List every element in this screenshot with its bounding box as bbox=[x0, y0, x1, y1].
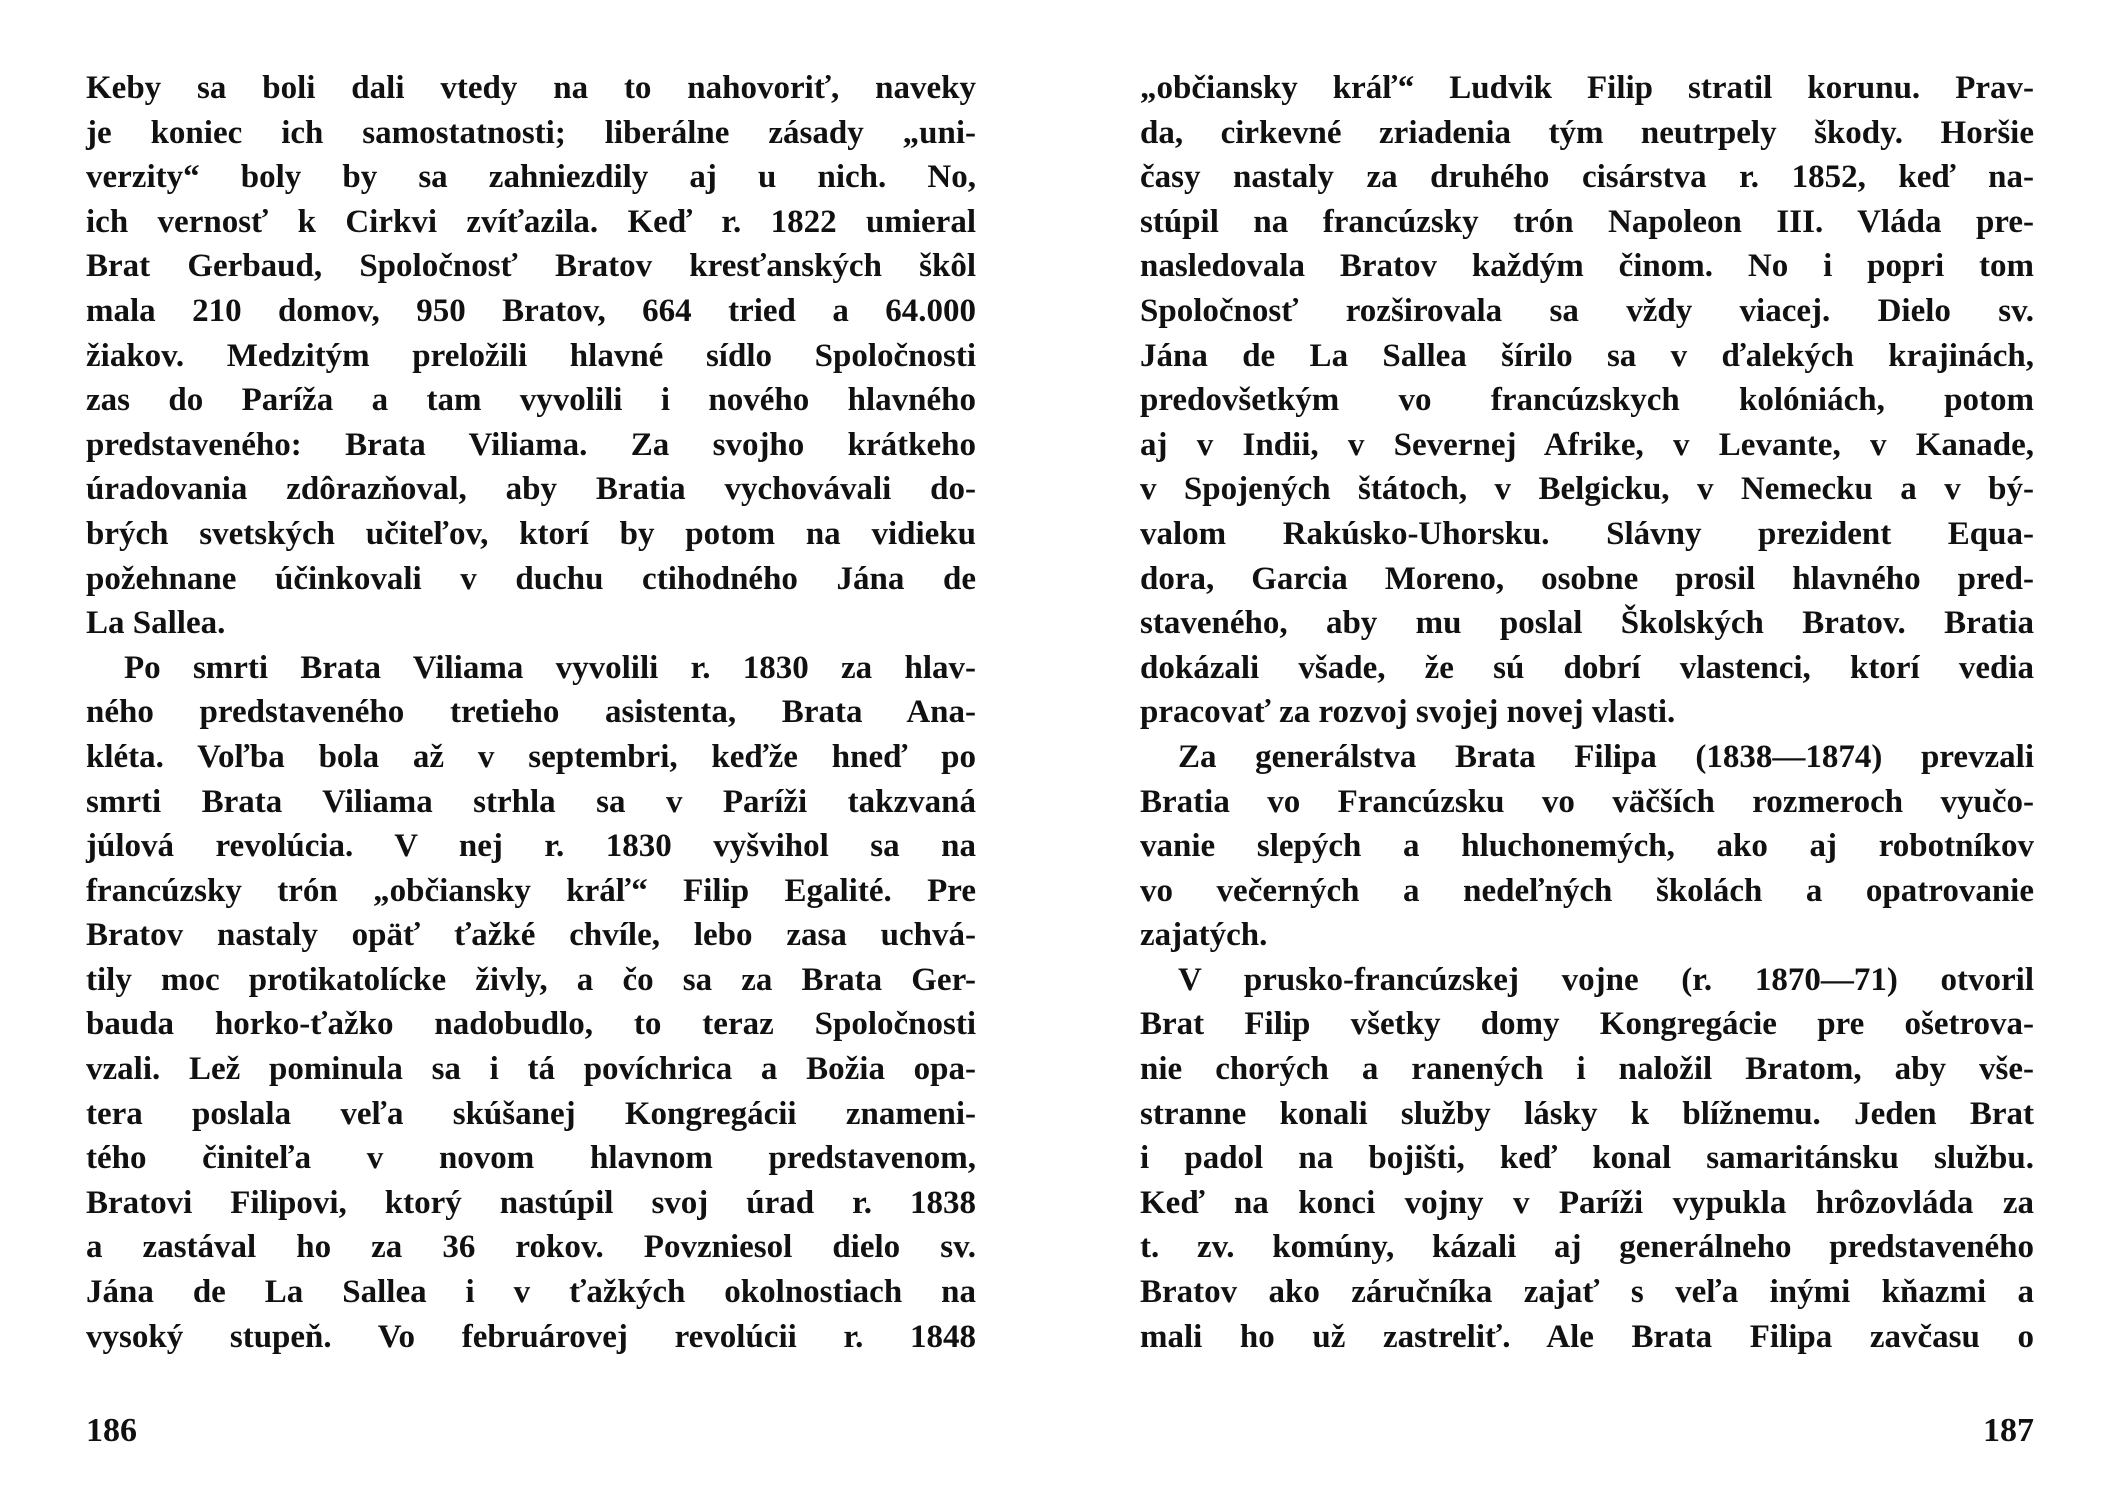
paragraph bbox=[1140, 66, 2034, 735]
text-line: bauda horko-ťažko nadobudlo, to teraz Spoločnosti bbox=[86, 1006, 976, 1043]
page-number-left: 186 bbox=[86, 1412, 137, 1449]
text-line: Jána de La Sallea šírilo sa v ďalekých krajinách, bbox=[1140, 337, 2034, 374]
text-line: Bratovi Filipovi, ktorý nastúpil svoj úrad r. 1838 bbox=[86, 1184, 976, 1221]
text-line: požehnane účinkovali v duchu ctihodného Jána de bbox=[86, 560, 976, 597]
text-line: predovšetkým vo francúzskych kolóniách, potom bbox=[1140, 382, 2034, 419]
left-page-text bbox=[86, 66, 976, 1359]
text-line: verzity“ boly by sa zahniezdily aj u nich. No, bbox=[86, 159, 976, 196]
text-line: a zastával ho za 36 rokov. Povzniesol dielo sv. bbox=[86, 1229, 976, 1266]
text-line: mala 210 domov, 950 Bratov, 664 tried a 64.000 bbox=[86, 292, 976, 329]
text-line: ich vernosť k Cirkvi zvíťazila. Keď r. 1822 umieral bbox=[86, 203, 976, 240]
text-line: staveného, aby mu poslal Školských Bratov. Bratia bbox=[1140, 605, 2034, 642]
text-line: aj v Indii, v Severnej Afrike, v Levante, v Kanade, bbox=[1140, 426, 2034, 463]
text-line: vo večerných a nedeľných školách a opatrovanie bbox=[1140, 872, 2034, 909]
text-line: pracovať za rozvoj svojej novej vlasti. bbox=[1140, 694, 1676, 731]
text-line: zajatých. bbox=[1140, 917, 1268, 954]
text-line: tera poslala veľa skúšanej Kongregácii znameni- bbox=[86, 1095, 976, 1132]
text-line: Brat Filip všetky domy Kongregácie pre ošetrova- bbox=[1140, 1006, 2034, 1043]
text-line: Keď na konci vojny v Paríži vypukla hrôzovláda za bbox=[1140, 1184, 2034, 1221]
text-line: Za generálstva Brata Filipa (1838—1874) prevzali bbox=[1178, 738, 2034, 775]
text-line: Jána de La Sallea i v ťažkých okolnostiach na bbox=[86, 1274, 976, 1311]
text-line: „občiansky kráľ“ Ludvik Filip stratil korunu. Prav- bbox=[1140, 70, 2034, 106]
text-line: stúpil na francúzsky trón Napoleon III. Vláda pre- bbox=[1140, 203, 2034, 240]
text-line: tily moc protikatolícke živly, a čo sa za Brata Ger- bbox=[86, 961, 976, 998]
text-line: Bratov nastaly opäť ťažké chvíle, lebo zasa uchvá- bbox=[86, 917, 976, 954]
text-line: kléta. Voľba bola až v septembri, keďže hneď po bbox=[86, 738, 976, 775]
text-line: mali ho už zastreliť. Ale Brata Filipa zavčasu o bbox=[1140, 1318, 2034, 1355]
text-line: Bratia vo Francúzsku vo väčších rozmeroch vyučo- bbox=[1140, 783, 2034, 820]
text-line: júlová revolúcia. V nej r. 1830 vyšvihol sa na bbox=[86, 828, 976, 865]
text-line: t. zv. komúny, kázali aj generálneho predstaveného bbox=[1140, 1229, 2034, 1266]
text-line: vysoký stupeň. Vo februárovej revolúcii r. 1848 bbox=[86, 1318, 976, 1355]
text-line: valom Rakúsko-Uhorsku. Slávny prezident Equa- bbox=[1140, 515, 2034, 552]
text-line: Brat Gerbaud, Spoločnosť Bratov kresťanských škôl bbox=[86, 248, 976, 285]
text-line: dokázali všade, že sú dobrí vlastenci, ktorí vedia bbox=[1140, 649, 2034, 686]
text-line: je koniec ich samostatnosti; liberálne zásady „uni- bbox=[86, 114, 976, 151]
text-line: V prusko-francúzskej vojne (r. 1870—71) otvoril bbox=[1178, 961, 2034, 998]
paragraph bbox=[1140, 958, 2034, 1359]
text-line: vzali. Lež pominula sa i tá povíchrica a Božia opa- bbox=[86, 1051, 976, 1088]
page-number-right: 187 bbox=[1983, 1412, 2034, 1449]
paragraph bbox=[86, 646, 976, 1360]
right-page-text bbox=[1140, 66, 2034, 1359]
text-line: francúzsky trón „občiansky kráľ“ Filip Egalité. Pre bbox=[86, 872, 976, 909]
paragraph bbox=[86, 66, 976, 646]
text-line: zas do Paríža a tam vyvolili i nového hlavného bbox=[86, 382, 976, 419]
text-line: Po smrti Brata Viliama vyvolili r. 1830 za hlav- bbox=[124, 649, 976, 686]
text-line: i padol na bojišti, keď konal samaritánsku službu. bbox=[1140, 1140, 2034, 1177]
text-line: stranne konali služby lásky k blížnemu. Jeden Brat bbox=[1140, 1095, 2034, 1132]
text-line: časy nastaly za druhého cisárstva r. 1852, keď na- bbox=[1140, 159, 2034, 196]
text-line: tého činiteľa v novom hlavnom predstavenom, bbox=[86, 1140, 976, 1177]
text-line: La Sallea. bbox=[86, 605, 226, 642]
text-line: úradovania zdôrazňoval, aby Bratia vychovávali do- bbox=[86, 471, 976, 508]
text-line: predstaveného: Brata Viliama. Za svojho krátkeho bbox=[86, 426, 976, 463]
text-line: brých svetských učiteľov, ktorí by potom na vidieku bbox=[86, 515, 976, 552]
text-line: da, cirkevné zriadenia tým neutrpely škody. Horšie bbox=[1140, 114, 2034, 151]
text-line: v Spojených štátoch, v Belgicku, v Nemecku a v bý- bbox=[1140, 471, 2034, 508]
text-line: Keby sa boli dali vtedy na to nahovoriť, naveky bbox=[86, 70, 976, 106]
text-line: nie chorých a ranených i naložil Bratom, aby vše- bbox=[1140, 1051, 2034, 1088]
text-line: nasledovala Bratov každým činom. No i popri tom bbox=[1140, 248, 2034, 285]
text-line: Spoločnosť rozširovala sa vždy viacej. Dielo sv. bbox=[1140, 292, 2034, 329]
paragraph bbox=[1140, 735, 2034, 958]
text-line: smrti Brata Viliama strhla sa v Paríži takzvaná bbox=[86, 783, 976, 820]
text-line: ného predstaveného tretieho asistenta, Brata Ana- bbox=[86, 694, 976, 731]
text-line: Bratov ako záručníka zajať s veľa inými kňazmi a bbox=[1140, 1274, 2034, 1311]
text-line: vanie slepých a hluchonemých, ako aj robotníkov bbox=[1140, 828, 2034, 865]
text-line: dora, Garcia Moreno, osobne prosil hlavného pred- bbox=[1140, 560, 2034, 597]
text-line: žiakov. Medzitým preložili hlavné sídlo Spoločnosti bbox=[86, 337, 976, 374]
